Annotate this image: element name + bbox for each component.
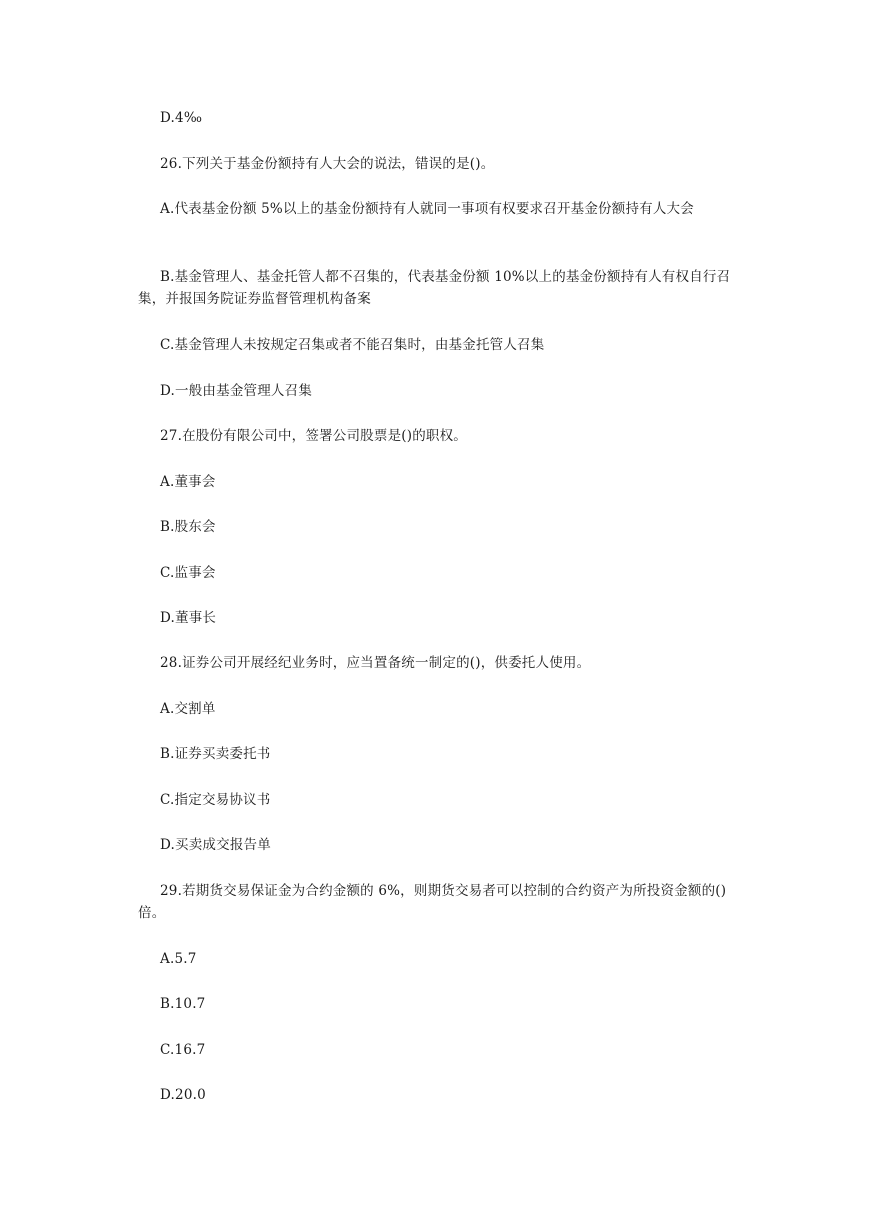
option-c-q26: C.基金管理人未按规定召集或者不能召集时，由基金托管人召集 — [160, 337, 545, 353]
option-d-q25: D.4‰ — [160, 110, 203, 126]
option-d-q28: D.买卖成交报告单 — [160, 837, 271, 853]
question-26: 26.下列关于基金份额持有人大会的说法，错误的是()。 — [160, 156, 495, 172]
option-d-q27: D.董事长 — [160, 610, 217, 626]
question-27: 27.在股份有限公司中，签署公司股票是()的职权。 — [160, 428, 468, 444]
option-a-q29: A.5.7 — [160, 951, 197, 967]
question-28: 28.证券公司开展经纪业务时，应当置备统一制定的()，供委托人使用。 — [160, 655, 591, 671]
option-d-q26: D.一般由基金管理人召集 — [160, 383, 313, 399]
option-c-q29: C.16.7 — [160, 1042, 206, 1058]
option-d-q29: D.20.0 — [160, 1087, 206, 1103]
option-c-q27: C.监事会 — [160, 565, 216, 581]
option-b-q28: B.证券买卖委托书 — [160, 746, 271, 762]
question-29: 29.若期货交易保证金为合约金额的 6%，则期货交易者可以控制的合约资产为所投资金额的()倍。 — [138, 883, 727, 921]
option-a-q26: A.代表基金份额 5%以上的基金份额持有人就同一事项有权要求召开基金份额持有人大会 — [160, 201, 694, 217]
option-c-q28: C.指定交易协议书 — [160, 792, 271, 808]
option-b-q27: B.股东会 — [160, 519, 216, 535]
option-b-q26: B.基金管理人、基金托管人都不召集的，代表基金份额 10%以上的基金份额持有人有权自行召集，并报国务院证券监督管理机构备案 — [138, 269, 731, 307]
option-b-q29: B.10.7 — [160, 996, 206, 1012]
option-a-q27: A.董事会 — [160, 474, 216, 490]
option-a-q28: A.交割单 — [160, 701, 216, 717]
